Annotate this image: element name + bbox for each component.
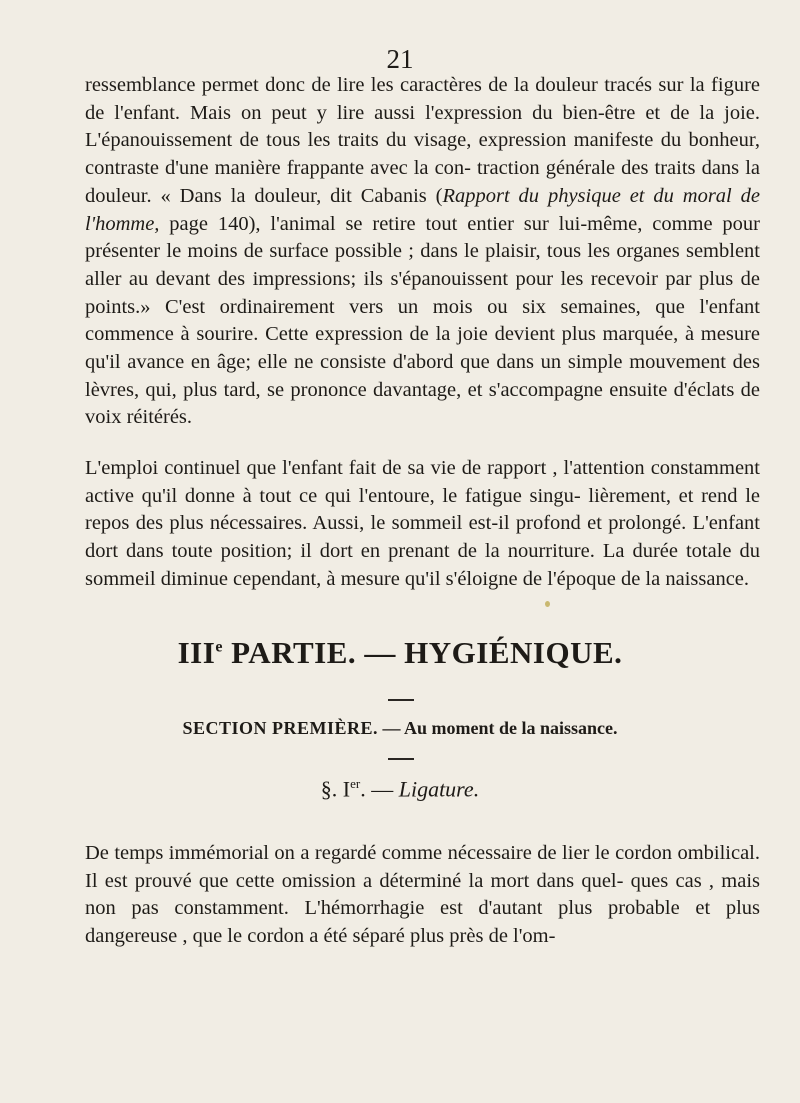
part-numeral: III bbox=[177, 635, 216, 670]
subsection-prefix: §. I bbox=[320, 776, 351, 802]
subsection-dash: . — bbox=[360, 776, 399, 802]
section-title: — Au moment de la naissance. bbox=[378, 718, 618, 738]
page-number: 21 bbox=[386, 44, 414, 74]
paragraph-text: page 140), l'animal se retire tout entier sur lui-même, comme pour présenter le moins de surface possible ; dans le plaisir, tous les organes semblent aller au devant des impressions; ils s'épanouissent pour les recevoir par plus de points.» C'est ordinairement vers un mois ou six semaines, que l'enfant commence à sourire. Cette expression de la joie devient plus marquée, à mesure qu'il avance en âge; elle ne consiste d'abord que dans un simple mouvement des lèvres, qui, plus tard, se prononce davantage, et s'accompagne ensuite d'éclats de voix réitérés. bbox=[85, 212, 760, 429]
section-label: SECTION PREMIÈRE. bbox=[182, 718, 378, 738]
paragraph-sleep: L'emploi continuel que l'enfant fait de sa vie de rapport , l'attention constamment active qu'il donne à tout ce qui l'entoure, le fatigue singu- lièrement, et rend le repos des plus nécessaires. Aussi, le sommeil est-il profond et prolongé. L'enfant dort dans toute position; il dort en prenant de la nourriture. La durée totale du sommeil diminue cependant, à mesure qu'il s'éloigne de l'époque de la naissance. bbox=[85, 457, 760, 590]
paragraph-cabanis bbox=[85, 72, 760, 432]
paragraph-text: ressemblance permet donc de lire les caractères de la douleur tracés sur la figure de l'enfant. Mais on peut y lire aussi l'expression du bien-être et de la joie. L'épanouissement de tous les traits du visage, expression manifeste du bonheur, contraste d'une manière frappante avec la con- traction générale des traits dans la douleur. « Dans la douleur, dit Cabanis ( bbox=[85, 74, 760, 207]
book-title: Rapport du physique et du moral de l'homme, bbox=[85, 184, 760, 235]
paragraph-ligature: De temps immémorial on a regardé comme nécessaire de lier le cordon ombilical. Il est prouvé que cette omission a déterminé la mort dans quel- ques cas , mais non pas constamment. L'hémorrhagie est d'autant plus probable et plus dangereuse , que le cordon a été séparé plus près de l'om- bbox=[85, 842, 760, 948]
paper-speck bbox=[545, 601, 550, 607]
part-title: PARTIE. — HYGIÉNIQUE. bbox=[222, 635, 623, 670]
part-heading bbox=[0, 635, 800, 671]
divider-rule bbox=[388, 699, 414, 701]
subsection-title: Ligature. bbox=[398, 776, 480, 802]
subsection-heading bbox=[0, 776, 800, 802]
subsection-superscript: er bbox=[350, 776, 361, 791]
part-superscript: e bbox=[215, 638, 223, 656]
divider-rule bbox=[388, 758, 414, 760]
section-heading bbox=[0, 718, 800, 739]
